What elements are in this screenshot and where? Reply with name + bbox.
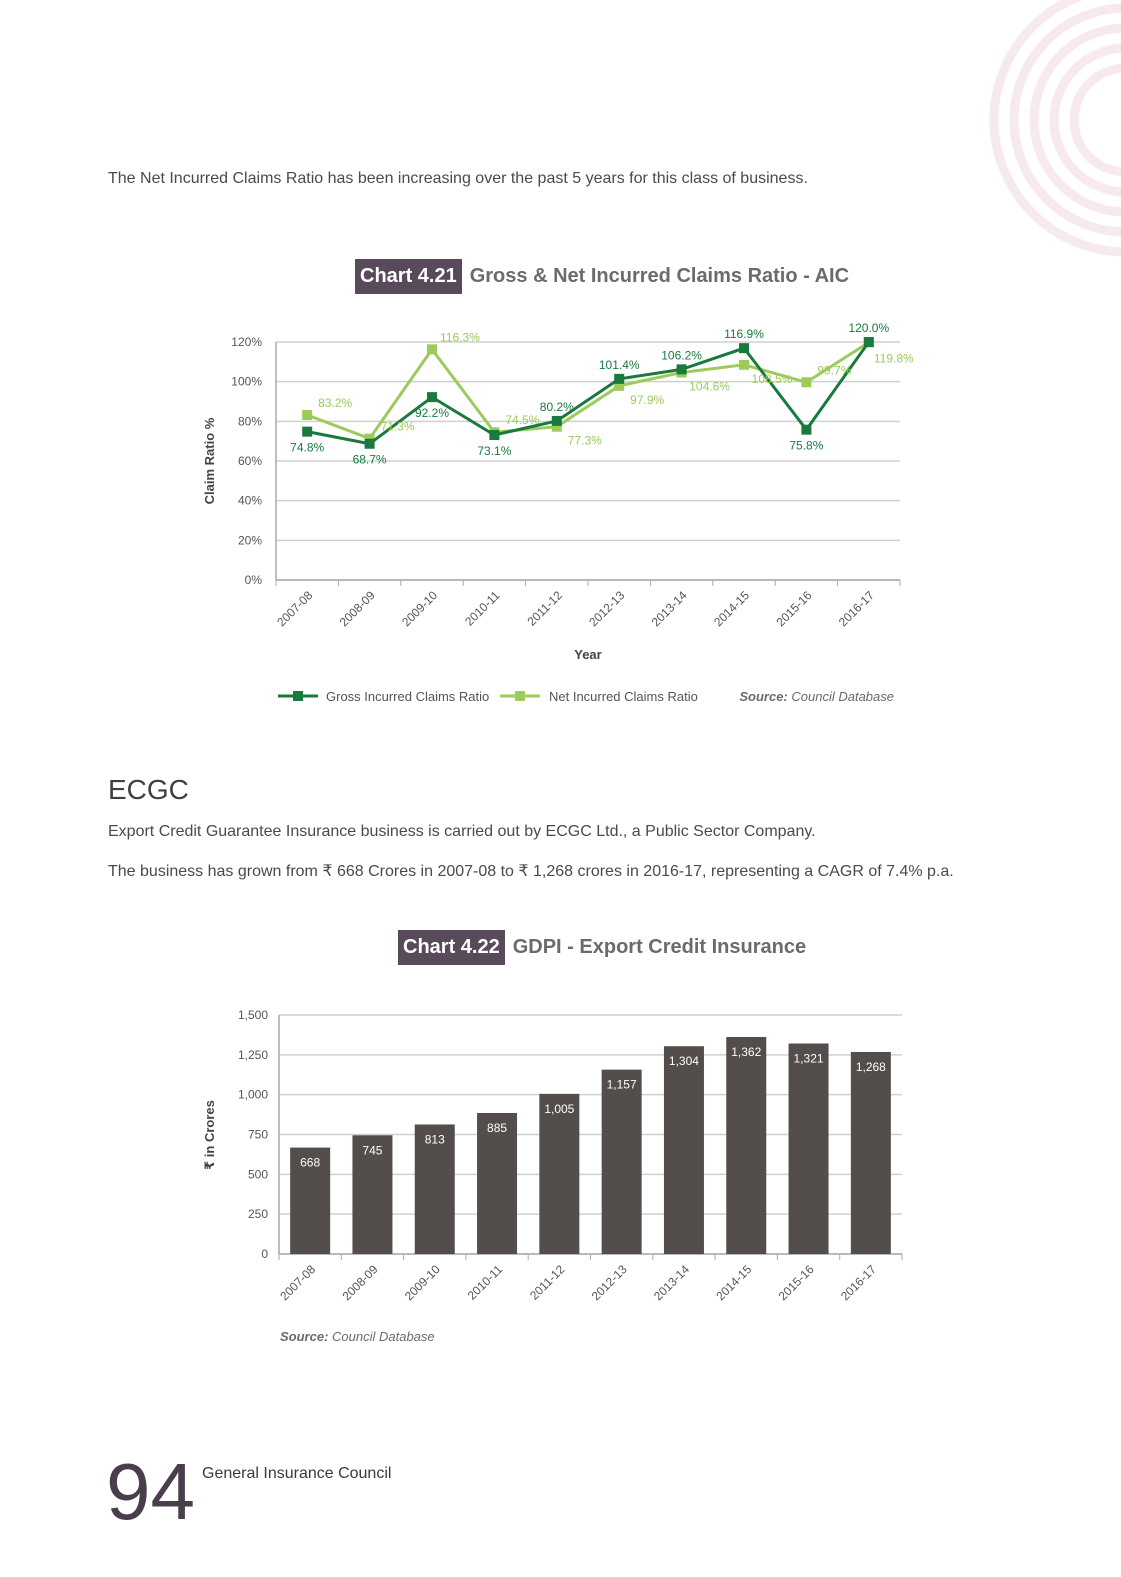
- data-point: [739, 343, 749, 353]
- x-tick-label: 2009-10: [401, 1262, 443, 1304]
- bar: [789, 1044, 829, 1254]
- x-tick-label: 2012-13: [586, 588, 628, 630]
- data-point: [801, 425, 811, 435]
- y-tick-label: 40%: [237, 493, 262, 508]
- data-point: [365, 439, 375, 449]
- data-label-gross: 73.1%: [477, 444, 512, 459]
- data-label-gross: 80.2%: [539, 399, 574, 414]
- source-text: Council Database: [332, 1329, 435, 1344]
- bar: [726, 1037, 766, 1254]
- legend-marker-gross: [293, 691, 303, 701]
- x-tick-label: 2007-08: [274, 588, 316, 630]
- bar-chart: [0, 990, 1121, 1360]
- legend-label-gross: Gross Incurred Claims Ratio: [326, 689, 490, 704]
- data-point: [677, 364, 687, 374]
- data-point: [302, 410, 312, 420]
- data-label-gross: 74.8%: [290, 440, 325, 455]
- section-heading-ecgc: ECGC: [108, 774, 189, 805]
- y-tick-label: 0%: [244, 573, 262, 587]
- chart-label: Chart 4.21: [355, 259, 462, 294]
- data-label-net: 108.5%: [751, 371, 793, 386]
- bar-value-label: 885: [487, 1120, 508, 1135]
- y-tick-label: 500: [247, 1167, 268, 1182]
- publisher-name: General Insurance Council: [202, 1465, 392, 1482]
- data-point: [552, 416, 562, 426]
- data-label-net: 74.5%: [505, 413, 540, 428]
- x-tick-label: 2008-09: [339, 1262, 381, 1304]
- x-tick-label: 2011-12: [527, 1262, 568, 1303]
- data-label-gross: 92.2%: [414, 406, 450, 421]
- x-tick-label: 2016-17: [835, 588, 877, 630]
- y-tick-label: 250: [247, 1207, 268, 1222]
- x-tick-label: 2015-16: [775, 1262, 817, 1304]
- data-label-net: 71.3%: [380, 419, 415, 434]
- bar-value-label: 1,321: [793, 1051, 824, 1066]
- y-axis-title: ₹ in Crores: [202, 1100, 217, 1170]
- y-tick-label: 120%: [231, 335, 262, 349]
- data-point: [801, 377, 811, 387]
- x-tick-label: 2012-13: [588, 1262, 630, 1304]
- data-point: [427, 392, 437, 402]
- y-tick-label: 60%: [237, 454, 262, 468]
- data-label-net: 77.3%: [567, 433, 602, 448]
- data-point: [427, 344, 437, 354]
- data-point: [614, 374, 624, 384]
- x-tick-label: 2011-12: [524, 588, 565, 629]
- chart-name: Gross & Net Incurred Claims Ratio - AIC: [469, 265, 850, 287]
- x-tick-label: 2008-09: [336, 588, 378, 630]
- x-tick-label: 2010-11: [462, 588, 503, 629]
- bar-value-label: 1,157: [606, 1077, 637, 1092]
- bar-value-label: 668: [300, 1155, 321, 1170]
- bar: [539, 1094, 579, 1254]
- chart-label: Chart 4.22: [398, 930, 505, 965]
- x-tick-label: 2014-15: [713, 1262, 755, 1304]
- x-tick-label: 2014-15: [711, 588, 753, 630]
- data-label-gross: 106.2%: [661, 348, 702, 363]
- bar-value-label: 813: [424, 1132, 445, 1147]
- data-label-gross: 68.7%: [352, 452, 387, 467]
- legend-marker-net: [515, 691, 525, 701]
- bar-value-label: 1,362: [731, 1044, 762, 1059]
- y-tick-label: 1,000: [237, 1087, 268, 1102]
- x-tick-label: 2007-08: [277, 1262, 319, 1304]
- y-tick-label: 100%: [231, 374, 262, 389]
- y-tick-label: 1,250: [237, 1047, 268, 1062]
- data-label-net: 83.2%: [318, 395, 353, 410]
- data-label-net: 99.7%: [817, 363, 852, 378]
- ecgc-paragraph-2: The business has grown from ₹ 668 Crores in 2007-08 to ₹ 1,268 crores in 2016-17, representing a CAGR of 7.4% p.a.: [108, 863, 954, 880]
- x-tick-label: 2013-14: [648, 588, 690, 630]
- data-label-net: 116.3%: [440, 330, 480, 345]
- bar-value-label: 1,304: [668, 1054, 699, 1069]
- bar-value-label: 1,005: [544, 1101, 575, 1116]
- x-tick-label: 2013-14: [651, 1262, 693, 1304]
- y-axis-title: Claim Ratio %: [202, 417, 217, 505]
- chart-name: GDPI - Export Credit Insurance: [512, 936, 807, 958]
- data-point: [302, 427, 312, 437]
- data-label-gross: 120.0%: [848, 321, 890, 335]
- data-point: [489, 430, 499, 440]
- x-tick-label: 2010-11: [464, 1262, 506, 1303]
- source-text: Council Database: [791, 689, 894, 704]
- data-label-net: 119.8%: [873, 351, 914, 366]
- y-tick-label: 1,500: [237, 1008, 268, 1022]
- legend-label-net: Net Incurred Claims Ratio: [549, 689, 698, 704]
- ecgc-paragraph-1: Export Credit Guarantee Insurance business is carried out by ECGC Ltd., a Public Sector Company.: [108, 823, 816, 840]
- bar-value-label: 745: [362, 1143, 383, 1158]
- x-tick-label: 2016-17: [837, 1262, 879, 1304]
- intro-paragraph: The Net Incurred Claims Ratio has been increasing over the past 5 years for this class of business.: [108, 170, 808, 187]
- data-label-gross: 75.8%: [789, 438, 824, 453]
- x-tick-label: 2009-10: [399, 588, 441, 630]
- y-tick-label: 0: [261, 1247, 268, 1261]
- y-tick-label: 80%: [237, 414, 262, 429]
- source-note: [739, 689, 894, 704]
- data-label-net: 104.6%: [689, 379, 730, 394]
- chart-title-4-22: [398, 930, 806, 965]
- bar: [602, 1070, 642, 1254]
- y-tick-label: 750: [247, 1127, 268, 1142]
- bar: [851, 1052, 891, 1254]
- line-chart: [0, 0, 1121, 760]
- source-note: [280, 1329, 435, 1344]
- source-label: Source:: [280, 1329, 333, 1344]
- x-axis-title: Year: [574, 647, 602, 662]
- data-label-net: 97.9%: [630, 392, 665, 407]
- page-number: 94: [106, 1447, 195, 1536]
- data-label-gross: 116.9%: [724, 327, 764, 342]
- data-label-gross: 101.4%: [598, 357, 640, 372]
- y-tick-label: 20%: [237, 533, 262, 548]
- source-label: Source:: [739, 689, 792, 704]
- bar: [664, 1046, 704, 1254]
- data-point: [739, 360, 749, 370]
- bar-value-label: 1,268: [855, 1059, 886, 1074]
- x-tick-label: 2015-16: [773, 588, 815, 630]
- data-point: [864, 337, 874, 347]
